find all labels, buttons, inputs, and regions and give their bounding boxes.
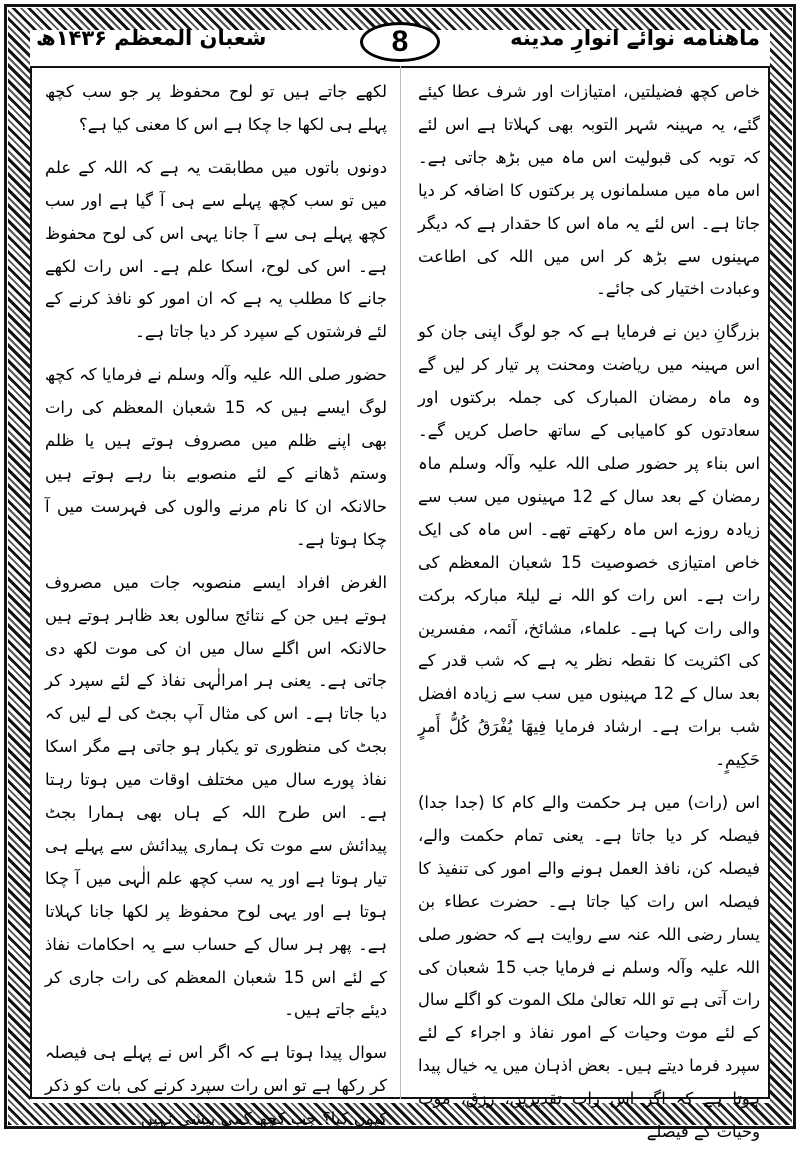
paragraph: دونوں باتوں میں مطابقت یہ ہے کہ اللہ کے علم میں تو سب کچھ پہلے سے ہی آ گیا ہے اور سب کچھ پہلے ہی سے آ جانا یہی اس کی لوح محفوظ ہے۔ اس کی لوح، اسکا علم ہے۔ اس رات لکھے جانے کا مطلب یہ ہے کہ ان امور کو نافذ کرنے کے لئے فرشتوں کے سپرد کر دیا جاتا ہے۔ — [45, 157, 387, 342]
magazine-title: ماهنامه نوائے انوارِ مدینه — [510, 26, 760, 50]
paragraph: خاص کچھ فضیلتیں، امتیازات اور شرف عطا کیئے گئے، یہ مہینہ شہر التوبہ بھی کہلاتا ہے اس لئے کہ توبہ کی قبولیت اس ماہ میں بڑھ جاتی ہے۔ اس ماہ میں مسلمانوں پر برکتوں کا اضافہ کر دیا جاتا ہے۔ اس لئے یہ ماہ اس کا حقدار ہے کہ دیگر مہینوں سے بڑھ کر اس میں اللہ کی اطاعت وعبادت اختیار کی جائے۔ — [418, 82, 760, 299]
paragraph: سوال پیدا ہوتا ہے کہ اگر اس نے پہلے ہی فیصلہ کر رکھا ہے تو اس رات سپرد کرنے کی بات کو ذکر کیوں کیا؟ جب کچھ کمی بیشی نہیں — [45, 1043, 387, 1129]
paragraph: لکھے جاتے ہیں تو لوح محفوظ پر جو سب کچھ پہلے ہی لکھا جا چکا ہے اس کا معنی کیا ہے؟ — [45, 82, 387, 134]
page-header — [30, 22, 770, 62]
paragraph: حضور صلی اللہ علیہ وآلہ وسلم نے فرمایا کہ کچھ لوگ ایسے ہیں کہ 15 شعبان المعظم کی رات بھی اپنے ظلم میں مصروف ہوتے ہیں یا ظلم وستم ڈھانے کے لئے منصوبے بنا رہے ہوتے ہیں حالانکہ ان کا نام مرنے والوں کی فہرست میں آ چکا ہوتا ہے۔ — [45, 365, 387, 549]
paragraph: بزرگانِ دین نے فرمایا ہے کہ جو لوگ اپنی جان کو اس مہینہ میں ریاضت ومحنت پر تیار کر لیں گے وہ ماہ رمضان المبارک کی جملہ برکتوں اور سعادتوں کو کامیابی کے ساتھ حاصل کریں گے۔ اس بناء پر حضور صلی اللہ علیہ وآلہ وسلم ماہ رمضان کے بعد سال کے 12 مہینوں میں سب سے زیادہ روزے اس ماہ رکھتے تھے۔ اس ماہ کی ایک خاص امتیازی خصوصیت 15 شعبان المعظم کی رات ہے۔ اس رات کو اللہ نے لیلۃ مبارکہ برکت والی رات کہا ہے۔ علماء، مشائخ، آئمہ، مفسرین کی اکثریت کا نقطہ نظر یہ ہے کہ شب قدر کے بعد سال کے 12 مہینوں میں سب سے زیادہ افضل شب برات ہے۔ ارشاد فرمایا فِیهَا یُفْرَقُ کُلُّ أَمرٍ حَکِیمٍ۔ — [418, 322, 761, 770]
issue-date: شعبان المعظم ۱۴۳۶ھ — [36, 26, 267, 50]
page-number: 8 — [360, 22, 440, 62]
page-number-badge — [360, 22, 440, 62]
right-column — [418, 76, 761, 1142]
paragraph: الغرض افراد ایسے منصوبہ جات میں مصروف ہوتے ہیں جن کے نتائج سالوں بعد ظاہر ہوتے ہیں حالانکہ اس اگلے سال میں ان کی موت لکھ دی جاتی ہے۔ یعنی ہر امرالٰہی نفاذ کے لئے سپرد کر دیا جاتا ہے۔ اس کی مثال آپ بجٹ کی لے لیں کہ بجٹ کی منظوری تو یکبار ہو جاتی ہے مگر اسکا نفاذ پورے سال میں مختلف اوقات میں ہوتا رہتا ہے۔ اس طرح اللہ کے ہاں بھی ہمارا بجٹ پیدائش سے موت تک ہماری پیدائش سے پہلے ہی تیار ہوتا ہے اور یہ سب کچھ علم الٰہی میں آ چکا ہوتا ہے اور یہی لوح محفوظ پر لکھا جانا کہلاتا ہے۔ پھر ہر سال کے حساب سے یہ احکامات نفاذ کے لئے اس 15 شعبان المعظم کی رات جاری کر دیئے جاتے ہیں۔ — [45, 572, 387, 1020]
column-divider — [400, 66, 401, 1099]
left-column — [45, 76, 387, 1129]
paragraph: اس (رات) میں ہر حکمت والے کام کا (جدا جدا) فیصلہ کر دیا جاتا ہے۔ یعنی تمام حکمت والے، فیصلہ کن، نافذ العمل ہونے والے امور کی تنفیذ کا فیصلہ اس رات کیا جاتا ہے۔ حضرت عطاء بن یسار رضی اللہ عنہ سے روایت ہے کہ حضور صلی اللہ علیہ وآلہ وسلم نے فرمایا جب 15 شعبان کی رات آتی ہے تو اللہ تعالیٰ ملک الموت کو اگلے سال کے لئے موت وحیات کے امور نفاذ و اجراء کے لئے سپرد فرما دیتے ہیں۔ بعض اذہان میں یہ خیال پیدا ہوتا ہے کہ اگر اس رات تقدیریں، رزق، موت وحیات کے فیصلے — [418, 793, 760, 1142]
